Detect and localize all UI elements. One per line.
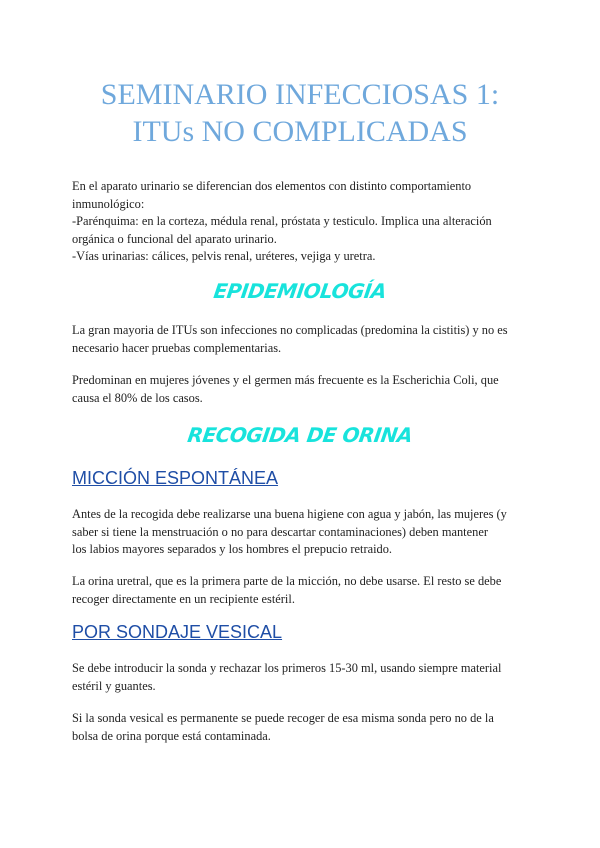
paragraph-line: estéril y guantes. xyxy=(72,678,156,693)
intro-line: inmunológico: xyxy=(72,196,145,211)
miccion-paragraph-2 xyxy=(72,573,532,608)
paragraph-line: bolsa de orina porque está contaminada. xyxy=(72,728,271,743)
paragraph-line: La gran mayoria de ITUs son infecciones no complicadas (predomina la cistitis) y no es xyxy=(72,323,508,337)
sondaje-paragraph-1 xyxy=(72,660,532,695)
subheading-miccion-espontanea: MICCIÓN ESPONTÁNEA xyxy=(72,468,279,488)
section-heading-epidemiologia: EPIDEMIOLOGÍA xyxy=(212,279,388,303)
paragraph-line: Antes de la recogida debe realizarse una buena higiene con agua y jabón, las mujeres (y xyxy=(72,507,507,521)
paragraph-line: Predominan en mujeres jóvenes y el germen más frecuente es la Escherichia Coli, que xyxy=(72,373,499,387)
paragraph-line: recoger directamente en un recipiente estéril. xyxy=(72,591,295,606)
sondaje-paragraph-2 xyxy=(72,710,532,745)
paragraph-line: Se debe introducir la sonda y rechazar los primeros 15-30 ml, usando siempre material xyxy=(72,661,502,675)
intro-paragraph xyxy=(72,178,532,266)
title-line-2: ITUs NO COMPLICADAS xyxy=(132,115,468,148)
title-line-1: SEMINARIO INFECCIOSAS 1: xyxy=(100,78,500,111)
paragraph-line: causa el 80% de los casos. xyxy=(72,390,203,405)
paragraph-line: La orina uretral, que es la primera parte de la micción, no debe usarse. El resto se debe xyxy=(72,574,502,588)
epidemiologia-paragraph-2 xyxy=(72,372,532,407)
document-title xyxy=(40,76,560,150)
intro-line: -Parénquima: en la corteza, médula renal, próstata y testiculo. Implica una alteración xyxy=(72,214,492,228)
epidemiologia-paragraph-1 xyxy=(72,322,532,357)
miccion-paragraph-1 xyxy=(72,506,532,559)
paragraph-line: necesario hacer pruebas complementarias. xyxy=(72,340,282,355)
intro-line: orgánica o funcional del aparato urinario. xyxy=(72,231,277,246)
paragraph-line: saber si tiene la menstruación o no para descartar contaminaciones) deben mantener xyxy=(72,524,488,539)
subheading-por-sondaje-vesical: POR SONDAJE VESICAL xyxy=(72,622,283,642)
intro-line: En el aparato urinario se diferencian dos elementos con distinto comportamiento xyxy=(72,179,472,193)
paragraph-line: los labios mayores separados y los hombres el prepucio retraido. xyxy=(72,542,393,556)
section-heading-recogida-de-orina: RECOGIDA DE ORINA xyxy=(186,423,414,447)
paragraph-line: Si la sonda vesical es permanente se puede recoger de esa misma sonda pero no de la xyxy=(72,711,494,725)
intro-line: -Vías urinarias: cálices, pelvis renal, uréteres, vejiga y uretra. xyxy=(72,249,376,263)
